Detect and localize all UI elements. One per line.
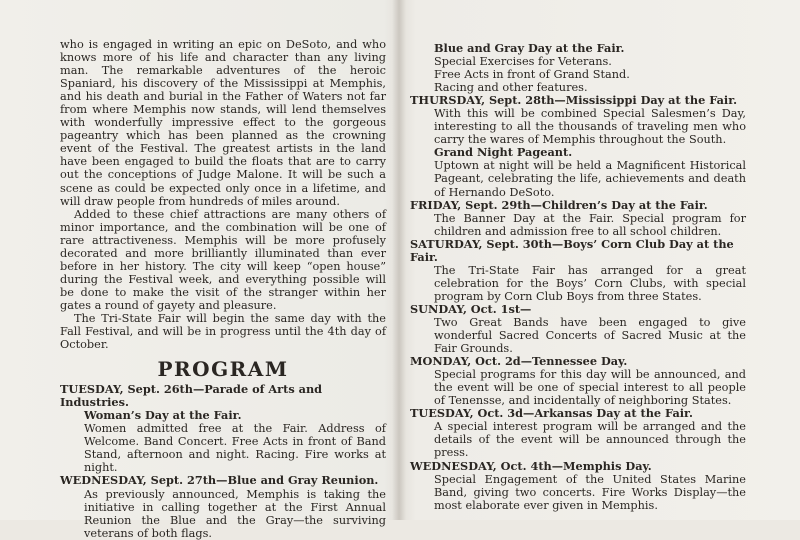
entry-description: The Tri-State Fair has arranged for a great celebration for the Boys’ Corn Clubs, with special program by Corn Club Boys from three States. — [434, 263, 746, 303]
program-heading: PROGRAM — [157, 357, 289, 382]
program-entry — [410, 303, 746, 355]
right-column — [410, 42, 746, 512]
program-entry — [410, 42, 746, 94]
entry-description: Special Engagement of the United States Marine Band, giving two concerts. Fire Works Display—the most elaborate ever given in Memphis. — [434, 472, 746, 512]
entry-description: The Banner Day at the Fair. Special program for children and admission free to all school children. — [434, 211, 746, 238]
entry-line: Special Exercises for Veterans. — [434, 55, 612, 69]
entry-day: MONDAY, Oct. 2d—Tennessee Day. — [410, 354, 628, 369]
entry-description — [410, 55, 746, 94]
intro-paragraph: who is engaged in writing an epic on DeSoto, and who knows more of his life and character than any living man. The remarkable adventures of the heroic Spaniard, his discovery of the Mississippi at Memphis, and his death and burial in the Father of Waters not far from where Memphis now stands, will lend themselves with wonderfully impressive effect to the gorgeous pageantry which has been planned as the crowning event of the Festival. The greatest artists in the land have been engaged to build the floats that are to carry out the conceptions of Judge Malone. It will be such a scene as could be expected only once in a lifetime, and will draw people from hundreds of miles around. — [60, 38, 386, 208]
entry-description: Women admitted free at the Fair. Address of Welcome. Band Concert. Free Acts in front of Band Stand, afternoon and night. Racing. Fire works at night. — [84, 422, 386, 475]
entry-day: SATURDAY, Sept. 30th—Boys’ Corn Club Day at the Fair. — [410, 236, 734, 264]
program-entry — [410, 355, 746, 407]
entry-day: WEDNESDAY, Sept. 27th—Blue and Gray Reunion. — [60, 473, 379, 488]
entry-line: Free Acts in front of Grand Stand. — [434, 68, 630, 82]
entry-subtitle: Blue and Gray Day at the Fair. — [434, 41, 625, 55]
entry-day: THURSDAY, Sept. 28th—Mississippi Day at the Fair. — [410, 93, 738, 108]
page-gutter — [392, 0, 406, 520]
entry-description: As previously announced, Memphis is taking the initiative in calling together at the First Annual Reunion the Blue and the Gray—the surviving veterans of both flags. — [84, 487, 386, 540]
intro-paragraph: Added to these chief attractions are many others of minor importance, and the combination will be one of rare attractiveness. Memphis will be more profusely decorated and more brilliantly illuminated than ever before in her history. The city will keep “open house” during the Festival week, and everything possible will be done to make the visit of the stranger within her gates a round of gayety and pleasure. — [60, 207, 386, 312]
program-entry — [410, 146, 746, 198]
entry-line: Racing and other features. — [434, 81, 588, 95]
entry-description: With this will be combined Special Salesmen’s Day, interesting to all the thousands of traveling men who carry the wares of Memphis throughout the South. — [434, 107, 746, 147]
entry-day: WEDNESDAY, Oct. 4th—Memphis Day. — [410, 458, 652, 473]
entry-subtitle: Grand Night Pageant. — [434, 145, 573, 160]
intro-paragraph: The Tri-State Fair will begin the same day with the Fall Festival, and will be in progress until the 4th day of October. — [60, 311, 386, 352]
program-entry — [410, 199, 746, 238]
program-entry — [410, 460, 746, 512]
entry-day: TUESDAY, Oct. 3d—Arkansas Day at the Fair. — [410, 406, 693, 421]
entry-description: Two Great Bands have been engaged to give wonderful Sacred Concerts of Sacred Music at the Fair Grounds. — [434, 315, 746, 356]
entry-day: SUNDAY, Oct. 1st— — [410, 301, 532, 316]
entry-subtitle: Woman’s Day at the Fair. — [84, 408, 242, 423]
program-entry — [410, 238, 746, 303]
entry-description: A special interest program will be arranged and the details of the event will be announced through the press. — [434, 420, 746, 460]
program-entry — [410, 94, 746, 146]
program-entry — [410, 407, 746, 459]
program-entry — [60, 474, 386, 539]
program-entry — [60, 383, 386, 474]
entry-description: Uptown at night will be held a Magnificent Historical Pageant, celebrating the life, achievements and death of Hernando DeSoto. — [434, 159, 746, 199]
entry-day: TUESDAY, Sept. 26th—Parade of Arts and Industries. — [60, 382, 323, 410]
entry-description: Special programs for this day will be announced, and the event will be one of special interest to all people of Tenensse, and incidentally of neighboring States. — [434, 368, 746, 408]
entry-day: FRIDAY, Sept. 29th—Children’s Day at the Fair. — [410, 197, 708, 212]
left-column — [60, 38, 386, 540]
